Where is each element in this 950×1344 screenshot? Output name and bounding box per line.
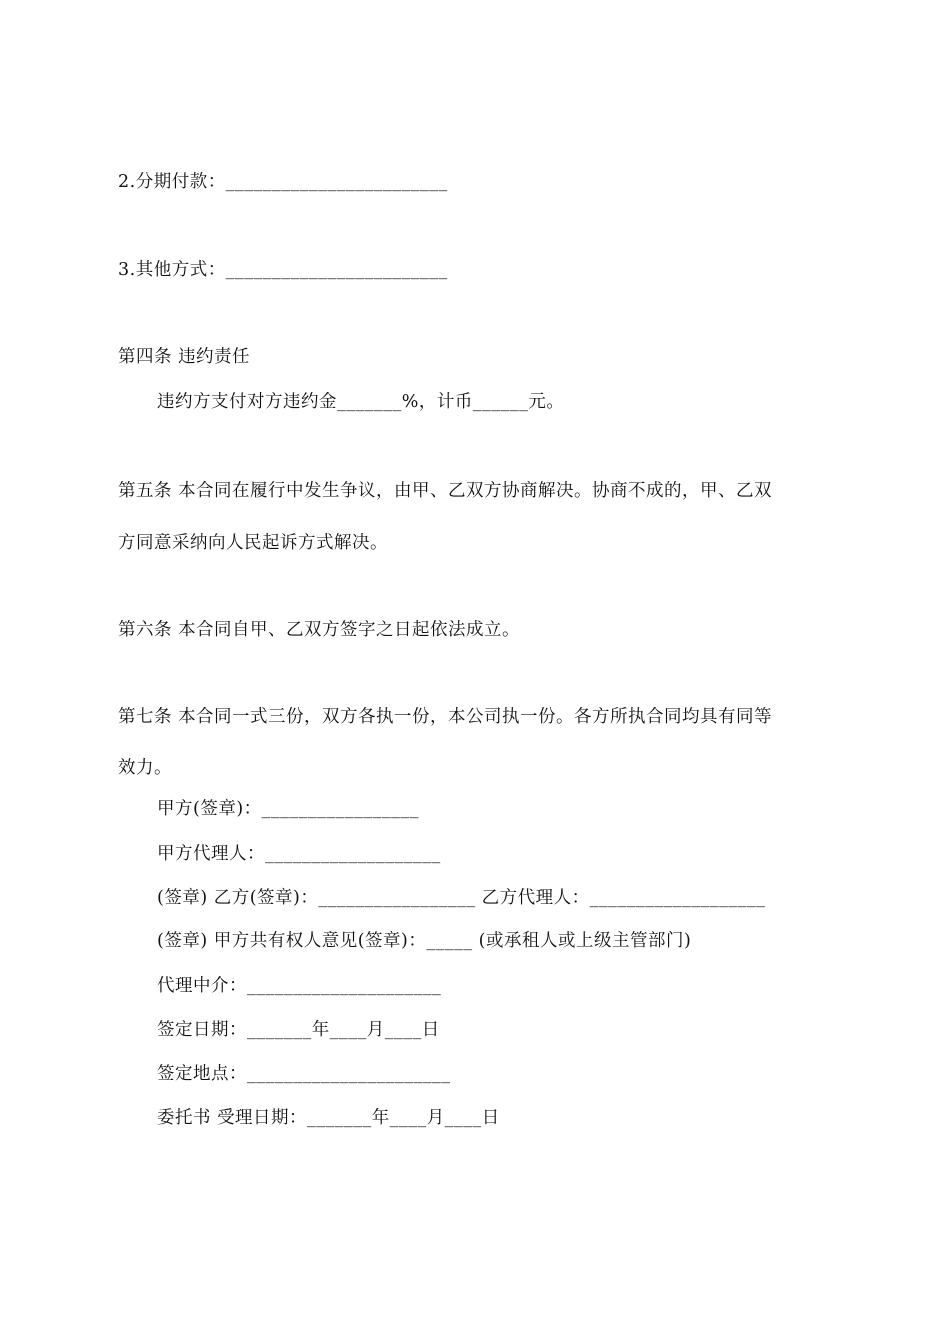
other-payment-line: 3.其他方式：________________________: [118, 260, 448, 280]
signing-place: 签定地点：______________________: [157, 1064, 451, 1084]
article-5-line-2: 方同意采纳向人民起诉方式解决。: [118, 533, 388, 553]
article-6: 第六条 本合同自甲、乙双方签字之日起依法成立。: [118, 620, 521, 640]
article-4-heading: 第四条 违约责任: [118, 347, 251, 367]
article-7-line-2: 效力。: [118, 758, 172, 778]
signing-date: 签定日期：_______年____月____日: [157, 1020, 440, 1040]
acceptance-date: 委托书 受理日期：_______年____月____日: [157, 1108, 500, 1128]
co-owner-opinion: (签章) 甲方共有权人意见(签章)：_____ (或承租人或上级主管部门): [157, 931, 692, 951]
agency-line: 代理中介：_____________________: [157, 976, 442, 996]
party-a-signature: 甲方(签章)：_________________: [157, 799, 419, 819]
party-a-agent: 甲方代理人：___________________: [157, 844, 441, 864]
penalty-clause: 违约方支付对方违约金_______%，计币______元。: [157, 392, 565, 412]
article-5-line-1: 第五条 本合同在履行中发生争议，由甲、乙双方协商解决。协商不成的，甲、乙双: [118, 481, 773, 501]
party-b-signature: (签章) 乙方(签章)：_________________ 乙方代理人：___________________: [157, 888, 766, 908]
article-7-line-1: 第七条 本合同一式三份，双方各执一份，本公司执一份。各方所执合同均具有同等: [118, 707, 773, 727]
installment-payment-line: 2.分期付款：________________________: [118, 172, 448, 192]
